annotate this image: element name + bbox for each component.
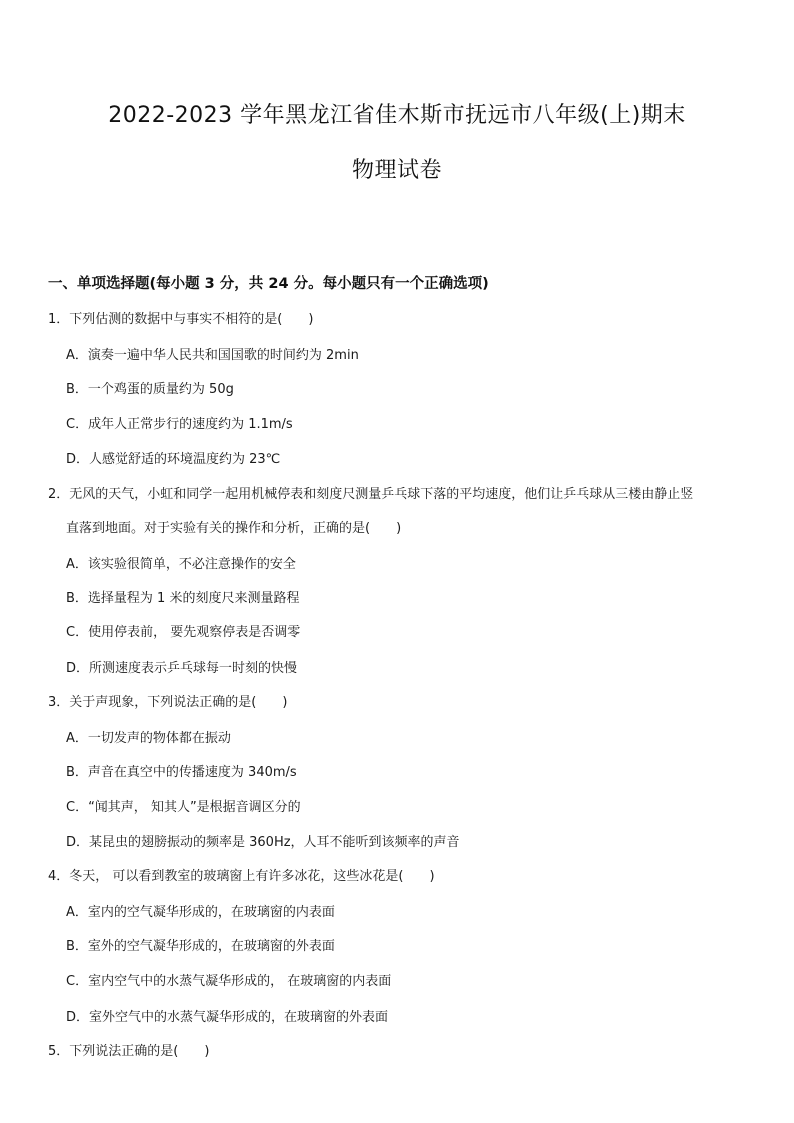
question-1-option-b: B．一个鸡蛋的质量约为 50g: [66, 382, 234, 397]
question-2-stem-continued: 直落到地面。对于实验有关的操作和分析，正确的是( ): [66, 521, 402, 536]
question-2-option-b: B．选择量程为 1 米的刻度尺来测量路程: [66, 591, 300, 606]
question-1-option-c: C．成年人正常步行的速度约为 1.1m/s: [66, 417, 293, 432]
question-3-option-c: C．“闻其声， 知其人”是根据音调区分的: [66, 800, 301, 815]
question-5-stem: 5．下列说法正确的是( ): [48, 1044, 210, 1059]
question-4-option-a: A．室内的空气凝华形成的，在玻璃窗的内表面: [66, 905, 335, 920]
section-heading: 一、单项选择题(每小题 3 分，共 24 分。每小题只有一个正确选项): [48, 276, 489, 292]
question-2-stem: 2．无风的天气，小虹和同学一起用机械停表和刻度尺测量乒乓球下落的平均速度，他们让乒乓球从三楼由静止竖: [48, 487, 694, 502]
question-1-stem: 1．下列估测的数据中与事实不相符的是( ): [48, 312, 314, 327]
question-4-option-b: B．室外的空气凝华形成的，在玻璃窗的外表面: [66, 939, 335, 954]
question-3-option-b: B．声音在真空中的传播速度为 340m/s: [66, 765, 297, 780]
question-4-stem: 4．冬天， 可以看到教室的玻璃窗上有许多冰花，这些冰花是( ): [48, 869, 435, 884]
question-2-option-c: C．使用停表前， 要先观察停表是否调零: [66, 625, 301, 640]
exam-title-line-1: 2022-2023 学年黑龙江省佳木斯市抚远市八年级(上)期末: [108, 103, 686, 128]
question-1-option-a: A．演奏一遍中华人民共和国国歌的时间约为 2min: [66, 348, 359, 363]
question-3-option-a: A．一切发声的物体都在振动: [66, 731, 231, 746]
question-1-option-d: D．人感觉舒适的环境温度约为 23℃: [66, 452, 281, 467]
question-3-stem: 3．关于声现象，下列说法正确的是( ): [48, 695, 288, 710]
question-2-option-a: A．该实验很简单，不必注意操作的安全: [66, 557, 296, 572]
question-3-option-d: D．某昆虫的翅膀振动的频率是 360Hz，人耳不能听到该频率的声音: [66, 835, 460, 850]
exam-title-line-2: 物理试卷: [351, 158, 442, 183]
question-4-option-d: D．室外空气中的水蒸气凝华形成的，在玻璃窗的外表面: [66, 1010, 389, 1025]
question-2-option-d: D．所测速度表示乒乓球每一时刻的快慢: [66, 661, 298, 676]
question-4-option-c: C．室内空气中的水蒸气凝华形成的， 在玻璃窗的内表面: [66, 974, 392, 989]
